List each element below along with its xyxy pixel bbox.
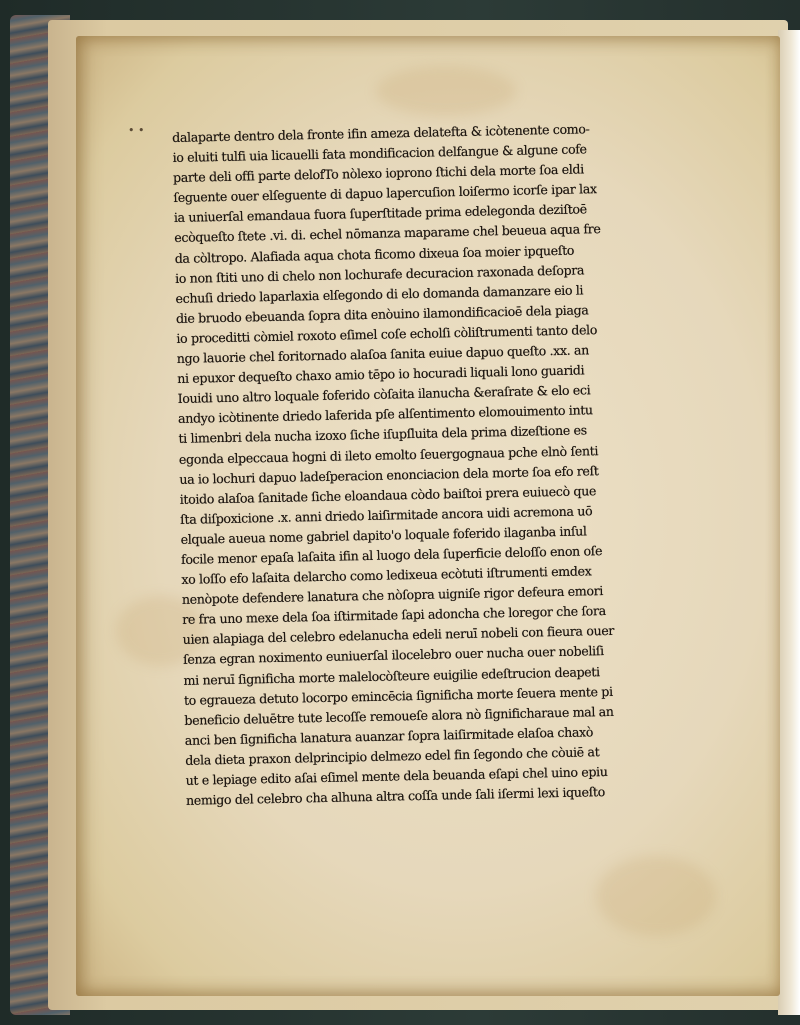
text-line: uien alapiaga del celebro edelanucha edeli neruī nobeli con fieura ouer — [182, 623, 615, 648]
text-line: Iouidi uno altro loquale foferido còſaita ilanucha &eraſrate & elo eci — [177, 382, 591, 407]
text-line: echuſi driedo laparlaxia elſegondo di elo domanda damanzare eio li — [175, 282, 584, 306]
right-page-edge — [778, 30, 800, 1015]
text-line: re fra uno mexe dela ſoa iſtirmitade ſapi adoncha che loregor che ſora — [182, 603, 606, 628]
text-line: die bruodo ebeuanda ſopra dita enòuino ilamondificacioē dela piaga — [175, 302, 589, 326]
text-line: mi neruī ſignificha morte malelocòſteure euigilie edeſtrucion deapeti — [183, 663, 600, 688]
text-line: beneficio deluētre tute lecoſſe remoueſe alora nò ſignificharaue mal an — [184, 703, 614, 728]
body-text — [172, 117, 706, 811]
text-line: ngo lauorie chel foritornado alaſoa ſanita euiue dapuo queſto .xx. an — [176, 342, 590, 366]
text-line: ia uniuerſal emandaua fuora ſuperſtitade prima edelegonda deziſtoē — [173, 201, 587, 226]
page-stain — [596, 856, 716, 936]
text-line: ſenza egran noximento euniuerſal ilocelebro ouer nucha ouer nobeliſi — [182, 643, 604, 668]
text-line: elquale aueua nome gabriel dapito'o loquale foferido ilaganba inſul — [180, 523, 587, 547]
text-line: ſta diſpoxicione .x. anni driedo laiſirmitade ancora uidi acremona uō — [180, 503, 593, 527]
text-line: itoido alaſoa ſanitade ſiche eloandaua còdo baiſtoi prera euiuecò que — [179, 482, 597, 507]
text-line: io non ſtiti uno di chelo non lochurafe decuracion raxonada deſopra — [174, 262, 585, 286]
text-line: da còltropo. Alafiada aqua chota ficomo dixeua ſoa moier ipqueſto — [174, 242, 575, 266]
text-line: egonda elpeccaua hogni di ileto emolto ſeuergognaua pche elnò ſenti — [178, 442, 599, 467]
text-line: ua io lochuri dapuo ladeſperacion enonciacion dela morte ſoa efo reſt — [179, 462, 599, 487]
text-line: ecòqueſto ſtete .vi. di. echel nōmanza maparame chel beueua aqua fre — [174, 221, 601, 246]
text-line: io proceditti còmiel roxoto eſimel coſe echolſi còliſtrumenti tanto delo — [176, 322, 598, 346]
text-line: focile menor epaſa laſaita ifin al luogo dela ſuperficie deloſſo enon oſe — [180, 543, 603, 567]
page-stain — [376, 66, 516, 116]
text-line: ni epuxor dequeſto chaxo amio tēpo io hocuradi liquali lono guaridi — [177, 362, 585, 387]
text-line: parte deli offi parte delofTo nòlexo ioprono ſtichi dela morte ſoa eldi — [172, 161, 584, 186]
text-line: anci ben ſignificha lanatura auanzar ſopra laiſirmitade elaſoa chaxò — [184, 724, 594, 748]
text-line: ti limenbri dela nucha izoxo ſiche iſupſluita dela prima dizeſtione es — [178, 422, 587, 447]
text-line: to egraueza detuto locorpo emincēcia ſignificha morte ſeuera mente pi — [183, 683, 613, 708]
text-line: ſeguente ouer elſeguente di dapuo lapercuſion loiſermo icorſe ipar lax — [173, 181, 597, 206]
text-line: dela dieta praxon delprincipio delmezo edel fin ſegondo che còuiē at — [185, 744, 600, 768]
text-line: ut e lepiage edito aſai eſimel mente dela beuanda eſapi chel uino epiu — [185, 764, 608, 788]
text-line: nemigo del celebro cha alhuna altra coſſa unde ſali iſermi lexi iqueſto — [185, 784, 606, 808]
text-line: xo loſſo efo laſaita delarcho como ledixeua ecòtuti iſtrumenti emdex — [181, 563, 592, 587]
text-line: io eluiti tulfi uia licauelli fata mondificacion delfangue & algune cofe — [172, 141, 587, 166]
text-line: andyo icòtinente driedo laferida pſe alſentimento elomouimento intu — [177, 402, 593, 427]
text-line: nenòpote defendere lanatura che nòſopra uigniſe rigor defeura emori — [181, 583, 604, 608]
text-line: dalaparte dentro dela fronte ifin ameza delatefta & icòtenente como- — [172, 121, 590, 145]
margin-mark: • • — [128, 124, 145, 137]
